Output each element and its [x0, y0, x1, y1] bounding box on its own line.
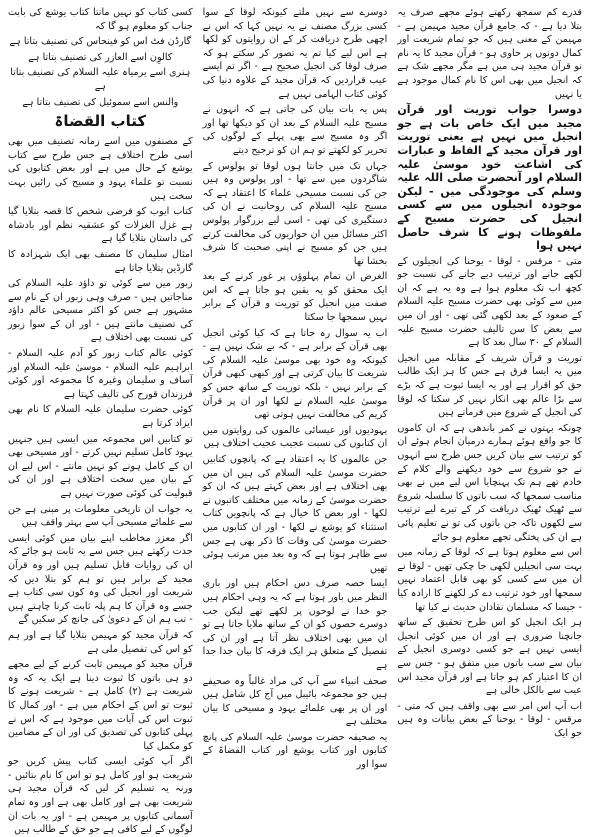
paragraph: اس سے معلوم ہوتا ہے کہ لوقا کے زمانہ میں بہت سی انجیلیں لکھی جا چکی تھیں - لوقا نے ان میں سے کسی کو بھی قابل اعتماد نہیں سمجھا اور خود ترتیب دے کر لکھنے کا ارادہ کیا - جیسا کہ مسلمان نقادان حدیث نے کیا تھا — [397, 547, 582, 613]
paragraph: اگر آپ کوئی ایسی کتاب پیش کریں جو شریعت ہو اور کامل ہو تو اس کا نام بتائیں - ورنہ یہ تسلیم کر لیں کہ قرآن مجید ہی شریعت بھی ہے اور کامل بھی ہے اور وہ تمام آسمانی کتابوں پر مہیمن ہے - اور یہ بات ان لوگوں کے لیے کافی ہے جو حق کے طالب ہیں — [7, 756, 193, 836]
paragraph: ہر ایک انجیل کو اس طرح تحقیق کے ساتھ جانچنا ضروری ہے اور ان میں کوئی انجیل ایسی نہیں ہے جو کسی دوسری انجیل کے بیان سے سب باتوں میں متفق ہو - جس سے ان کا اعتبار کم ہو جاتا ہے اور قرآن مجید اس عیب سے بالکل خالی ہے — [397, 617, 582, 697]
paragraph: کے مصنفوں میں اسے زمانہ تصنیف میں بھی اسی طرح اختلاف ہے جس طرح سے کتاب یوشع کے حال میں ہے اور بعض کتابوں کی نسبت تو علماء یہود و مسیح کی رائیں بہت سخت ہیں — [7, 136, 193, 202]
text-column-left — [7, 6, 193, 836]
paragraph: توریت و قرآن شریف کے مقابلہ میں انجیل میں یہ ایسا فرق ہے جس کا ہر ایک طالب حق کو اقرار ہے اور یہ ایسا ثبوت ہے کہ بڑے سے بڑا عالم بھی انکار نہیں کر سکتا کہ لوقا کی انجیل کے شروع میں فرماتے ہیں — [397, 352, 582, 419]
author-line: گارڈن فٹ اس کو فینحاس کی تصنیف بتاتا ہے — [9, 36, 192, 48]
paragraph: یہ صحیفہ حضرت موسیٰ علیہ السلام کی پانچ کتابوں اور کتاب یوشع اور کتاب القضاۃ کے سوا اور — [202, 731, 388, 771]
paragraph: قدرے کم سمجھ رکھتے ہوئے مجھے صرف یہ بتلا دیا ہے - کہ جامع قرآن مجید مہیمن ہے - مہیمن کے معنی ہیں کہ جو تمام شریعت اور کمال دونوں پر حاوی ہو - قرآن مجید کا یہ نام نو قرآن مجید ہی میں ہے مگر مجھے شک ہے کہ انجیل میں بھی اس کا نام کمال موجود ہے یا نہیں — [397, 7, 582, 100]
section-heading: دوسرا جواب توریت اور قرآن مجید میں ایک خاص بات ہے جو انجیل میں نہیں ہے یعنی توریت اور قرآن مجید کے الفاظ و عبارات کی اشاعت خود موسیٰ علیہ السلام اور آنحضرت صلی اللہ علیہ وسلم کی موجودگی میں - لیکن موجودہ انجیلوں میں سے کسی انجیل کی حضرت مسیح کے ملفوظات ہونے کا شرف حاصل نہیں ہوا — [397, 103, 582, 253]
paragraph: متی - مرقس - لوقا - یوحنا کی انجیلوں کے لکھے جانے اور ترتیب دیے جانے کی نسبت جو کچھ اب تک معلوم ہوا ہے وہ یہ ہے کہ ان میں سے کوئی بھی حضرت مسیح علیہ السلام کے صعود کے بعد لکھی گئی تھی - اور ان میں سے بعض کا سن تالیف حضرت مسیح علیہ السلام کے ۳۰ سال بعد کا ہے — [397, 255, 582, 349]
paragraph: جن عالموں کا یہ اعتقاد ہے کہ پانچوں کتابیں حضرت موسیٰ علیہ السلام کی ہیں ان میں بھی اختلاف ہے اور بعض کہتے ہیں کہ ان کو حضرت موسیٰ کے زمانہ میں مختلف کاتبوں نے لکھا - اور بعض کا خیال ہے کہ پانچویں کتاب استثناء کو یوشع نے لکھا - اور ان کتابوں میں حضرت موسیٰ کی وفات کا ذکر بھی ہے جس سے ظاہر ہوتا ہے کہ وہ بعد میں مرتب ہوئی تھیں — [202, 454, 388, 574]
paragraph: صحف انبیاء سے آپ کی مراد غالباً وہ صحیفے ہیں جو مجموعہ بائیبل میں آج کل شامل ہیں اور ان پر بھی علمائے یہود و مسیحی کا بیان مختلف ہے — [202, 675, 388, 728]
paragraph: جہاں تک میں جانتا ہوں لوقا تو پولوس کے شاگردوں میں سے تھا - اور پولوس وہ ہیں جن کی نسبت مسیحی علماء کا اعتقاد ہے کہ مسیح علیہ السلام کی روحانیت نے ان کی دستگیری کی تھی - اسی لیے بزرگوار پولوس اکثر مسائل میں ان حواریوں کی مخالفت کرتے ہیں جن کو مسیح نے اپنی صحبت کا شرف بخشا تھا — [202, 160, 388, 267]
paragraph: زبور میں سے کوئی تو داؤد علیہ السلام کی مناجاتیں ہیں - صرف وہی زبور ان کے نام سے مشہور ہے جس کو اکثر مسیحی عالم داؤد کی تصنیف مانتے ہیں - اور ان کے سوا زبور کی نسبت بھی اختلاف ہے — [7, 278, 193, 344]
paragraph: الغرض ان تمام پہلوؤں پر غور کرنے کے بعد ایک محقق کو یہ یقین ہو جاتا ہے کہ اس صفت میں انجیل کو توریت و قرآن کے برابر نہیں سمجھا جا سکتا — [202, 271, 388, 324]
paragraph: قرآن مجید کو مہیمن ثابت کرنے کے لیے مجھے دو ہی باتوں کا ثبوت دینا ہے ایک یہ کہ وہ شریعت ہے (۲) کامل ہے - شریعت ہونے کا ثبوت تو اس کے احکام میں ہے - اور کمال کا ثبوت اس کی آیات میں موجود ہے کہ اس نے پہلی کتابوں کی تصدیق کی اور ان کے مضامین کو مکمل کیا — [7, 659, 193, 752]
paragraph: پس یہ بات بیان کی جاتی ہے کہ انہوں نے مسیح علیہ السلام کے بعد ان کو دیکھا تھا اور اگر وہ مسیح سے بھی پہلے کے لوگوں کی تحریر کو لکھتے تو ہم ان کو ترجیح دیتے — [202, 104, 388, 156]
paragraph: کوئی عالم کتاب زبور کو آدم علیہ السلام - ابراہیم علیہ السلام - موسیٰ علیہ السلام اور آساف و سلیمان وغیرہ کا مجموعہ اور کوئی فرزندان قورح کی تالیف کہتا ہے — [7, 348, 193, 400]
paragraph: دوسرے سے نہیں ملتے کیونکہ لوقا کے سوا کسی بزرگ مصنف نے یہ نہیں کہا کہ اس نے اچھی طرح دریافت کر کے ان روایتوں کو لکھا ہے اس لیے کیا تم یہ تصور کر سکتے ہو کہ صرف لوقا کی انجیل صحیح ہے - اگر تم ایسے عیب قراردیں کہ قرآن مجید کے علاوہ دنیا کی کوئی کتاب الہامی نہیں ہے — [202, 7, 388, 100]
section-title: کتاب القضاۃ — [54, 112, 147, 131]
paragraph: یہ جواب ان تاریخی معلومات پر مبنی ہے جن سے علمائے مسیحی آپ سے بہتر واقف ہیں — [7, 503, 193, 529]
paragraph: تو کتابیں اس مجموعہ میں ایسی ہیں جنہیں یہود کامل تسلیم نہیں کرتے - اور مسیحی بھی ان کے کامل ہونے کو نہیں مانتے - اس لیے ان کے بیان میں سخت اختلاف ہے اور ان کی قبولیت کی کوئی صورت نہیں ہے — [7, 433, 193, 499]
author-line: والنس اسے سموئیل کی تصنیف بتاتا ہے — [22, 96, 179, 108]
paragraph: کوئی حضرت سلیمان علیہ السلام کا نام بھی ایزاد کرتا ہے — [7, 404, 193, 430]
paragraph: اب یہ سوال رہ جاتا ہے کہ کیا کوئی انجیل بھی قرآن کے برابر ہے - کہ بے شک نہیں ہے - کیونکہ وہ خود بھی موسیٰ علیہ السلام کی شریعت کا بیان کرتی ہے اور کبھی کبھی قرآن کے برابر نہیں - بلکہ توریت کے ساتھ جس کو موسیٰ علیہ السلام نے لکھا اور ان پر قرآن کریم کی مخالفت نہیں ہوتی تھی — [202, 327, 388, 421]
paragraph: کتاب ایوب کو فرضی شخص کا قصہ بتلایا گیا ہے غزل الغزلات کو عشقیہ نظم اور بادشاہ کی داستان بتلایا گیا ہے — [7, 206, 193, 245]
paragraph: ایسا حصہ صرف دس احکام ہیں اور باری النظر میں باور ہوتا ہے کہ یہ وہی احکام ہیں جو خدا نے لوحوں پر لکھے تھے لیکن جب دوسرے حصوں کو ان کے ساتھ ملایا جاتا ہے تو ان میں بھی اختلاف نظر آتا ہے اور ان کی تفصیل کے متعلق ہر ایک فرقہ کا بیان جدا جدا ہے — [202, 578, 388, 671]
paragraph: چونکہ بہتوں نے کمر باندھی ہے کہ ان کاموں کا جو واقع ہوئے ہمارے درمیان انجام ہوئے ان کو ترتیب سے بیان کریں جس طرح سے انہوں نے جو شروع سے خود دیکھنے والے کلام کے خادم تھے ہم تک پہنچایا اس لیے میں نے بھی مناسب سمجھا کہ سب باتوں کا سلسلہ شروع سے ٹھیک ٹھیک دریافت کر کے تیرے لیے ترتیب سے لکھوں تاکہ جن باتوں کی تو نے تعلیم پائی ہے ان کی پختگی تجھے معلوم ہو جائے — [397, 422, 582, 543]
author-line: کالوِن اسے العازر کی تصنیف بتاتا ہے — [28, 51, 173, 63]
author-line: ہنری اسے یرمیاہ علیہ السلام کی تصنیف بتاتا ہے — [10, 67, 191, 92]
text-column-right — [397, 6, 582, 812]
paragraph: امثال سلیمان کا مصنف بھی ایک شہزادہ کا گارڈین بتلایا جاتا ہے — [7, 248, 193, 274]
text-column-middle — [203, 6, 388, 812]
paragraph: کسی کتاب کو نہیں مانتا کتاب یوشع کی بابت جناب کو معلوم ہو گا کہ — [7, 7, 193, 32]
paragraph: اگر معزز مخاطب اپنے بیان میں کوئی ایسی جدت رکھتے ہیں جس سے یہ ثابت ہو جائے کہ ان کی روایات قابل تسلیم ہیں اور وہ قرآن مجید کے برابر ہیں تو ہم کو بتلا دیں کہ شریعت اور انجیل کی وہ کون سی کتاب ہے جسے وہ قرآن کا ہم پلہ ثابت کرنا چاہتے ہیں - تب ہم ان کے دعویٰ کی جانچ کر سکیں گے — [7, 532, 193, 626]
paragraph: اب آپ اس امر سے بھی واقف ہیں کہ متی - مرقس - لوقا - یوحنا کے بعض بیانات وہ ہیں جو ایک — [397, 700, 582, 739]
paragraph: کہ قرآن مجید کو مہیمن بتلایا گیا ہے اور ہم کو اس کی تفصیل ملی ہے — [7, 629, 193, 655]
paragraph: یہودیوں اور عیسائی عالموں کی روایتوں میں ان کتابوں کی نسبت عجیب عجیب اختلاف ہیں — [202, 424, 388, 450]
